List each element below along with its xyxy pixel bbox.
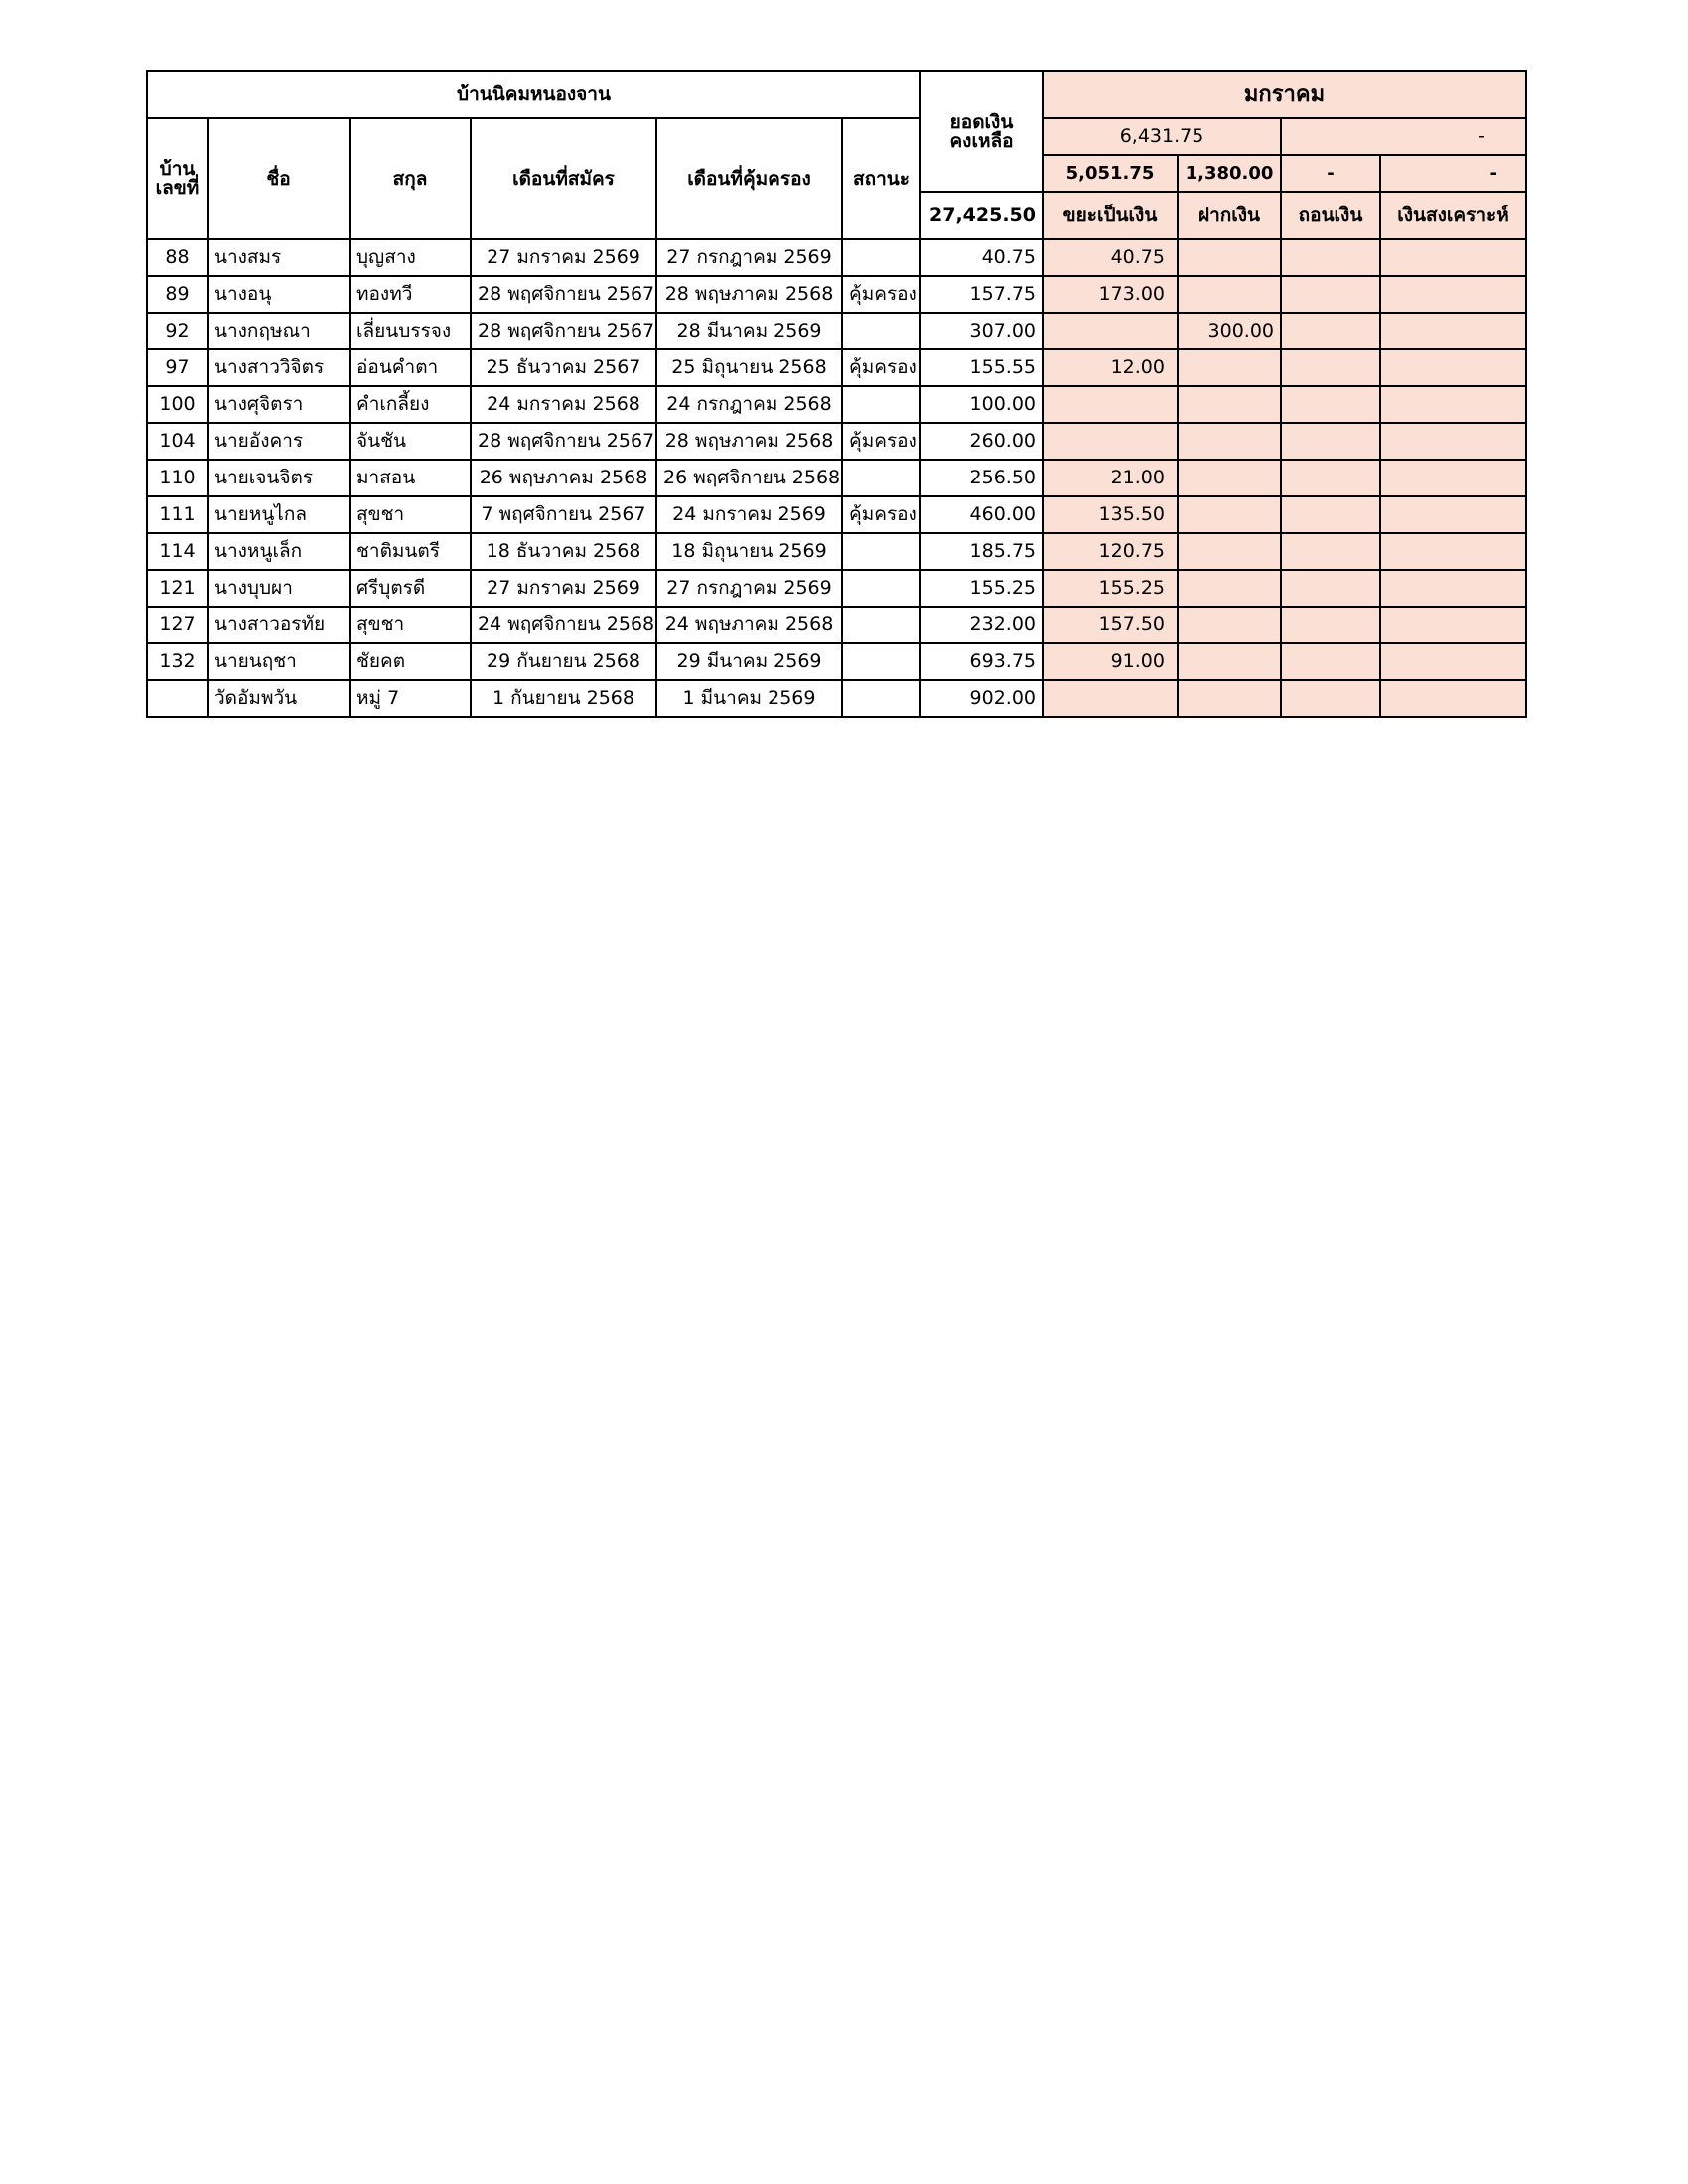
surname-cell: อ่อนคำตา	[350, 349, 471, 386]
coverage-date-cell: 24 พฤษภาคม 2568	[656, 607, 842, 643]
balance-header-line1: ยอดเงิน	[949, 110, 1014, 133]
apply-date-cell: 27 มกราคม 2569	[471, 239, 656, 276]
withdraw-cell	[1281, 313, 1380, 349]
col-header-trash: ขยะเป็นเงิน	[1043, 192, 1178, 239]
welfare-cell	[1380, 349, 1526, 386]
header-row-2	[147, 118, 1526, 155]
name-cell: นางสมร	[208, 239, 350, 276]
house-no-header	[147, 118, 208, 239]
sub-total-deposit: 1,380.00	[1178, 155, 1281, 192]
status-cell	[842, 386, 920, 423]
welfare-cell	[1380, 607, 1526, 643]
trash-cell	[1043, 680, 1178, 717]
apply-month-header: เดือนที่สมัคร	[471, 118, 656, 239]
balance-cell: 693.75	[920, 643, 1043, 680]
house-no-cell: 92	[147, 313, 208, 349]
surname-cell: มาสอน	[350, 460, 471, 496]
name-cell: นางบุบผา	[208, 570, 350, 607]
surname-cell: ทองทวี	[350, 276, 471, 313]
house-no-header-line1: บ้าน	[159, 158, 196, 180]
balance-cell: 460.00	[920, 496, 1043, 533]
deposit-cell: 300.00	[1178, 313, 1281, 349]
house-no-cell: 121	[147, 570, 208, 607]
withdraw-cell	[1281, 423, 1380, 460]
table-row	[147, 460, 1526, 496]
apply-date-cell: 25 ธันวาคม 2567	[471, 349, 656, 386]
sub-total-welfare: -	[1380, 155, 1526, 192]
surname-header: สกุล	[350, 118, 471, 239]
withdraw-cell	[1281, 349, 1380, 386]
welfare-cell	[1380, 533, 1526, 570]
coverage-date-cell: 27 กรกฎาคม 2569	[656, 239, 842, 276]
table-row	[147, 496, 1526, 533]
surname-cell: ศรีบุตรดี	[350, 570, 471, 607]
apply-date-cell: 1 กันยายน 2568	[471, 680, 656, 717]
apply-date-cell: 24 มกราคม 2568	[471, 386, 656, 423]
welfare-cell	[1380, 423, 1526, 460]
status-cell	[842, 533, 920, 570]
trash-cell: 91.00	[1043, 643, 1178, 680]
coverage-date-cell: 24 มกราคม 2569	[656, 496, 842, 533]
welfare-cell	[1380, 680, 1526, 717]
balance-cell: 157.75	[920, 276, 1043, 313]
trash-cell	[1043, 386, 1178, 423]
status-cell	[842, 607, 920, 643]
welfare-cell	[1380, 570, 1526, 607]
deposit-cell	[1178, 643, 1281, 680]
house-no-cell: 104	[147, 423, 208, 460]
withdraw-cell	[1281, 386, 1380, 423]
welfare-cell	[1380, 239, 1526, 276]
balance-cell: 256.50	[920, 460, 1043, 496]
surname-cell: สุขชา	[350, 607, 471, 643]
coverage-date-cell: 18 มิถุนายน 2569	[656, 533, 842, 570]
name-cell: นายเจนจิตร	[208, 460, 350, 496]
welfare-cell	[1380, 496, 1526, 533]
welfare-cell	[1380, 386, 1526, 423]
table-row	[147, 386, 1526, 423]
coverage-date-cell: 29 มีนาคม 2569	[656, 643, 842, 680]
deposit-cell	[1178, 570, 1281, 607]
month-header: มกราคม	[1043, 71, 1526, 118]
coverage-date-cell: 27 กรกฎาคม 2569	[656, 570, 842, 607]
month-total-right: -	[1281, 118, 1526, 155]
status-cell	[842, 313, 920, 349]
balance-cell: 40.75	[920, 239, 1043, 276]
deposit-cell	[1178, 460, 1281, 496]
balance-cell: 232.00	[920, 607, 1043, 643]
savings-ledger-table	[146, 70, 1527, 718]
coverage-date-cell: 26 พฤศจิกายน 2568	[656, 460, 842, 496]
table-row	[147, 349, 1526, 386]
name-cell: นายนฤชา	[208, 643, 350, 680]
withdraw-cell	[1281, 680, 1380, 717]
name-header: ชื่อ	[208, 118, 350, 239]
month-total: 6,431.75	[1043, 118, 1281, 155]
trash-cell	[1043, 423, 1178, 460]
house-no-cell: 97	[147, 349, 208, 386]
deposit-cell	[1178, 386, 1281, 423]
surname-cell: คำเกลี้ยง	[350, 386, 471, 423]
house-no-header-line2: เลขที่	[155, 177, 200, 199]
name-cell: นางสาววิจิตร	[208, 349, 350, 386]
col-header-welfare: เงินสงเคราะห์	[1380, 192, 1526, 239]
coverage-date-cell: 28 มีนาคม 2569	[656, 313, 842, 349]
house-no-cell: 132	[147, 643, 208, 680]
house-no-cell: 100	[147, 386, 208, 423]
name-cell: วัดอัมพวัน	[208, 680, 350, 717]
withdraw-cell	[1281, 496, 1380, 533]
col-header-deposit: ฝากเงิน	[1178, 192, 1281, 239]
apply-date-cell: 7 พฤศจิกายน 2567	[471, 496, 656, 533]
surname-cell: เลี่ยนบรรจง	[350, 313, 471, 349]
table-row	[147, 607, 1526, 643]
deposit-cell	[1178, 680, 1281, 717]
balance-cell: 902.00	[920, 680, 1043, 717]
coverage-date-cell: 28 พฤษภาคม 2568	[656, 276, 842, 313]
trash-cell: 155.25	[1043, 570, 1178, 607]
status-cell: คุ้มครอง	[842, 423, 920, 460]
sub-total-withdraw: -	[1281, 155, 1380, 192]
name-cell: นางกฤษณา	[208, 313, 350, 349]
table-row	[147, 239, 1526, 276]
status-cell	[842, 239, 920, 276]
trash-cell: 12.00	[1043, 349, 1178, 386]
balance-cell: 185.75	[920, 533, 1043, 570]
table-row	[147, 533, 1526, 570]
status-cell: คุ้มครอง	[842, 276, 920, 313]
house-no-cell: 127	[147, 607, 208, 643]
house-no-cell	[147, 680, 208, 717]
coverage-date-cell: 1 มีนาคม 2569	[656, 680, 842, 717]
apply-date-cell: 18 ธันวาคม 2568	[471, 533, 656, 570]
balance-cell: 100.00	[920, 386, 1043, 423]
apply-date-cell: 28 พฤศจิกายน 2567	[471, 313, 656, 349]
trash-cell: 40.75	[1043, 239, 1178, 276]
house-no-cell: 89	[147, 276, 208, 313]
balance-header	[920, 71, 1043, 192]
header-row-1	[147, 71, 1526, 118]
surname-cell: ชัยคต	[350, 643, 471, 680]
withdraw-cell	[1281, 643, 1380, 680]
sub-total-trash: 5,051.75	[1043, 155, 1178, 192]
deposit-cell	[1178, 349, 1281, 386]
name-cell: นางสาวอรทัย	[208, 607, 350, 643]
balance-cell: 307.00	[920, 313, 1043, 349]
surname-cell: หมู่ 7	[350, 680, 471, 717]
coverage-date-cell: 25 มิถุนายน 2568	[656, 349, 842, 386]
withdraw-cell	[1281, 239, 1380, 276]
village-title: บ้านนิคมหนองจาน	[147, 71, 920, 118]
trash-cell: 120.75	[1043, 533, 1178, 570]
apply-date-cell: 28 พฤศจิกายน 2567	[471, 423, 656, 460]
surname-cell: บุญสาง	[350, 239, 471, 276]
welfare-cell	[1380, 313, 1526, 349]
balance-cell: 155.55	[920, 349, 1043, 386]
house-no-cell: 110	[147, 460, 208, 496]
apply-date-cell: 24 พฤศจิกายน 2568	[471, 607, 656, 643]
surname-cell: สุขชา	[350, 496, 471, 533]
house-no-cell: 88	[147, 239, 208, 276]
withdraw-cell	[1281, 533, 1380, 570]
deposit-cell	[1178, 607, 1281, 643]
withdraw-cell	[1281, 276, 1380, 313]
withdraw-cell	[1281, 570, 1380, 607]
withdraw-cell	[1281, 460, 1380, 496]
house-no-cell: 111	[147, 496, 208, 533]
apply-date-cell: 29 กันยายน 2568	[471, 643, 656, 680]
table-row	[147, 643, 1526, 680]
coverage-date-cell: 28 พฤษภาคม 2568	[656, 423, 842, 460]
status-cell	[842, 643, 920, 680]
status-cell	[842, 460, 920, 496]
apply-date-cell: 27 มกราคม 2569	[471, 570, 656, 607]
table-row	[147, 570, 1526, 607]
surname-cell: จันชัน	[350, 423, 471, 460]
balance-cell: 260.00	[920, 423, 1043, 460]
trash-cell: 21.00	[1043, 460, 1178, 496]
name-cell: นายหนูไกล	[208, 496, 350, 533]
trash-cell: 173.00	[1043, 276, 1178, 313]
status-cell	[842, 570, 920, 607]
col-header-withdraw: ถอนเงิน	[1281, 192, 1380, 239]
table-row	[147, 276, 1526, 313]
trash-cell: 157.50	[1043, 607, 1178, 643]
coverage-date-cell: 24 กรกฎาคม 2568	[656, 386, 842, 423]
table-row	[147, 313, 1526, 349]
deposit-cell	[1178, 496, 1281, 533]
deposit-cell	[1178, 276, 1281, 313]
name-cell: นางหนูเล็ก	[208, 533, 350, 570]
withdraw-cell	[1281, 607, 1380, 643]
table-row	[147, 423, 1526, 460]
apply-date-cell: 28 พฤศจิกายน 2567	[471, 276, 656, 313]
balance-total: 27,425.50	[920, 192, 1043, 239]
house-no-cell: 114	[147, 533, 208, 570]
name-cell: นางศุจิตรา	[208, 386, 350, 423]
balance-cell: 155.25	[920, 570, 1043, 607]
deposit-cell	[1178, 423, 1281, 460]
trash-cell	[1043, 313, 1178, 349]
status-cell: คุ้มครอง	[842, 349, 920, 386]
status-header: สถานะ	[842, 118, 920, 239]
status-cell: คุ้มครอง	[842, 496, 920, 533]
welfare-cell	[1380, 276, 1526, 313]
deposit-cell	[1178, 533, 1281, 570]
status-cell	[842, 680, 920, 717]
trash-cell: 135.50	[1043, 496, 1178, 533]
apply-date-cell: 26 พฤษภาคม 2568	[471, 460, 656, 496]
welfare-cell	[1380, 643, 1526, 680]
balance-header-line2: คงเหลือ	[949, 129, 1014, 152]
deposit-cell	[1178, 239, 1281, 276]
coverage-month-header: เดือนที่คุ้มครอง	[656, 118, 842, 239]
table-row	[147, 680, 1526, 717]
surname-cell: ชาติมนตรี	[350, 533, 471, 570]
name-cell: นายอังคาร	[208, 423, 350, 460]
name-cell: นางอนุ	[208, 276, 350, 313]
welfare-cell	[1380, 460, 1526, 496]
